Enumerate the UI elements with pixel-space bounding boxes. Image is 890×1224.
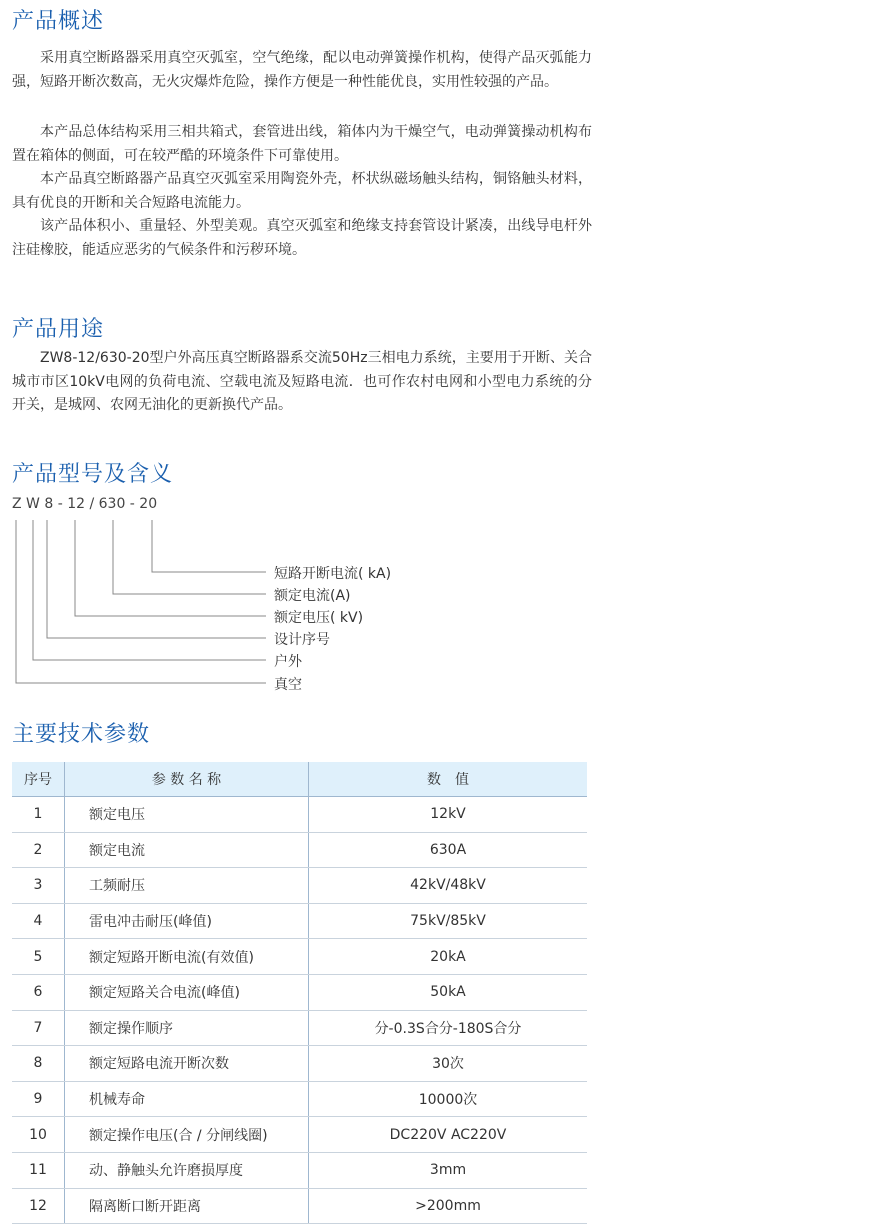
usage-paragraph: ZW8-12/630-20型户外高压真空断路器系交流50Hz三相电力系统，主要用于开断、关合城市市区10kV电网的负荷电流、空载电流及短路电流．也可作农村电网和小型电力系统的分开关，是城网、农网无油化的更新换代产品。 [12, 350, 592, 413]
row-index: 1 [12, 797, 65, 833]
line-8 [47, 520, 266, 638]
row-parameter: 动、静触头允许磨损厚度 [65, 1152, 309, 1188]
row-index: 11 [12, 1152, 65, 1188]
line-w [33, 520, 266, 660]
line-630 [113, 520, 266, 594]
row-parameter: 工频耐压 [65, 868, 309, 904]
line-20 [152, 520, 266, 572]
header-value: 数 值 [309, 762, 588, 797]
row-value: 20kA [309, 939, 588, 975]
spec-table [12, 762, 587, 1224]
row-parameter: 机械寿命 [65, 1081, 309, 1117]
row-value: 630A [309, 832, 588, 868]
table-row [12, 939, 587, 975]
row-index: 10 [12, 1117, 65, 1153]
row-parameter: 额定短路开断电流(有效值) [65, 939, 309, 975]
header-index: 序号 [12, 762, 65, 797]
model-code: Z W 8 - 12 / 630 - 20 [12, 496, 158, 512]
row-index: 5 [12, 939, 65, 975]
row-index: 2 [12, 832, 65, 868]
row-index: 3 [12, 868, 65, 904]
row-index: 4 [12, 903, 65, 939]
table-row [12, 1081, 587, 1117]
row-value: 3mm [309, 1152, 588, 1188]
usage-title: 产品用途 [12, 317, 105, 342]
spec-table-header [12, 762, 587, 797]
overview-paragraph-1: 采用真空断路器采用真空灭弧室，空气绝缘，配以电动弹簧操作机构，使得产品灭弧能力强，短路开断次数高，无火灾爆炸危险，操作方便是一种性能优良，实用性较强的产品。 [12, 50, 592, 90]
row-parameter: 额定操作电压(合 / 分闸线圈) [65, 1117, 309, 1153]
row-parameter: 额定短路电流开断次数 [65, 1046, 309, 1082]
label-vacuum: 真空 [274, 677, 302, 693]
table-row [12, 1188, 587, 1224]
row-value: 12kV [309, 797, 588, 833]
row-value: 75kV/85kV [309, 903, 588, 939]
line-12 [75, 520, 266, 616]
table-row [12, 832, 587, 868]
row-index: 8 [12, 1046, 65, 1082]
table-row [12, 868, 587, 904]
label-rated-voltage: 额定电压( kV) [274, 610, 364, 626]
row-index: 9 [12, 1081, 65, 1117]
row-index: 6 [12, 974, 65, 1010]
row-value: 30次 [309, 1046, 588, 1082]
header-parameter: 参 数 名 称 [65, 762, 309, 797]
label-design-number: 设计序号 [274, 632, 330, 648]
table-row [12, 1152, 587, 1188]
row-value: 10000次 [309, 1081, 588, 1117]
row-value: 分-0.3S合分-180S合分 [309, 1010, 588, 1046]
overview-paragraph-3: 本产品真空断路器产品真空灭弧室采用陶瓷外壳，杯状纵磁场触头结构，铜铬触头材料，具有优良的开断和关合短路电流能力。 [12, 171, 592, 211]
row-parameter: 额定电流 [65, 832, 309, 868]
row-parameter: 额定电压 [65, 797, 309, 833]
overview-paragraph-2: 本产品总体结构采用三相共箱式，套管进出线，箱体内为干燥空气，电动弹簧操动机构布置在箱体的侧面，可在较严酷的环境条件下可靠使用。 [12, 124, 592, 164]
table-row [12, 1046, 587, 1082]
table-row [12, 974, 587, 1010]
row-parameter: 额定操作顺序 [65, 1010, 309, 1046]
table-row [12, 1117, 587, 1153]
row-parameter: 隔离断口断开距离 [65, 1188, 309, 1224]
row-parameter: 雷电冲击耐压(峰值) [65, 903, 309, 939]
specs-title: 主要技术参数 [12, 722, 151, 747]
row-parameter: 额定短路关合电流(峰值) [65, 974, 309, 1010]
row-value: 50kA [309, 974, 588, 1010]
table-row [12, 903, 587, 939]
row-index: 12 [12, 1188, 65, 1224]
label-outdoor: 户外 [274, 654, 302, 670]
table-row [12, 1010, 587, 1046]
overview-title: 产品概述 [12, 9, 105, 34]
label-rated-current: 额定电流(A) [274, 588, 351, 604]
line-z [16, 520, 266, 683]
row-index: 7 [12, 1010, 65, 1046]
row-value: >200mm [309, 1188, 588, 1224]
model-title: 产品型号及含义 [12, 462, 174, 487]
model-diagram-lines [0, 510, 420, 690]
label-breaking-current: 短路开断电流( kA) [274, 566, 392, 582]
row-value: 42kV/48kV [309, 868, 588, 904]
row-value: DC220V AC220V [309, 1117, 588, 1153]
overview-paragraph-4: 该产品体积小、重量轻、外型美观。真空灭弧室和绝缘支持套管设计紧凑，出线导电杆外注硅橡胶，能适应恶劣的气候条件和污秽环境。 [12, 218, 592, 258]
table-row [12, 797, 587, 833]
